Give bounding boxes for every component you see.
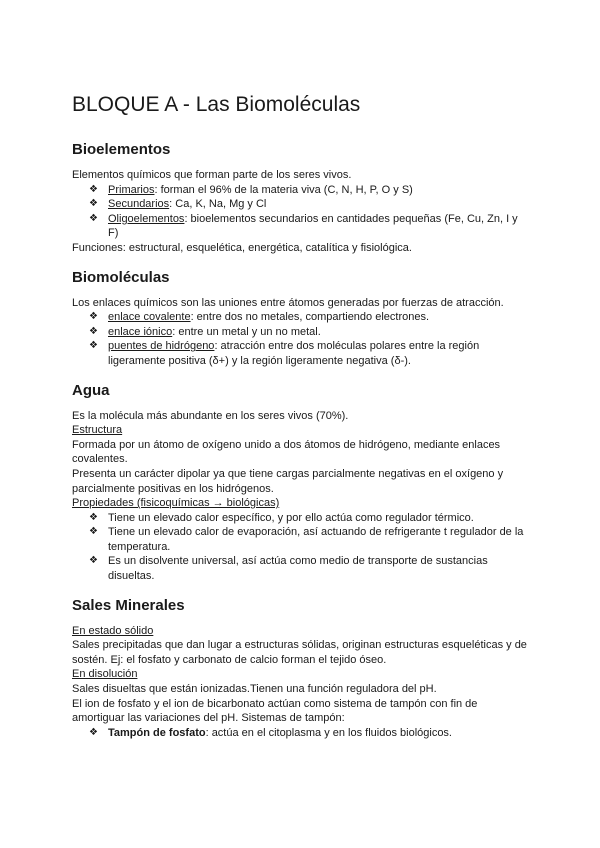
diamond-bullet-icon: ❖: [89, 526, 98, 538]
item-text: Tiene un elevado calor específico, y por ello actúa como regulador térmico.: [108, 511, 474, 524]
term-oligoelementos: Oligoelementos: [108, 212, 185, 225]
list-item: [72, 726, 530, 741]
sales-tampon-list: [72, 726, 530, 741]
section-biomoleculas: [72, 268, 530, 369]
diamond-bullet-icon: ❖: [89, 198, 98, 210]
section-agua: [72, 381, 530, 584]
heading-agua: Agua: [72, 381, 110, 399]
list-item: [72, 310, 530, 325]
sales-disolucion-p1: Sales disueltas que están ionizadas.Tienen una función reguladora del pH.: [72, 683, 437, 696]
sales-disolucion-label: En disolución: [72, 668, 138, 681]
heading-sales-minerales: Sales Minerales: [72, 596, 185, 614]
item-text: : actúa en el citoplasma y en los fluidos biológicos.: [205, 726, 452, 739]
agua-estructura-label: Estructura: [72, 424, 123, 437]
diamond-bullet-icon: ❖: [89, 555, 98, 567]
list-item: [72, 554, 530, 583]
item-text: : bioelementos secundarios en cantidades pequeñas (Fe, Cu, Zn, I y F): [108, 212, 518, 240]
list-item: [72, 525, 530, 554]
item-text: Tiene un elevado calor de evaporación, así actuando de refrigerante t regulador de la temperatura.: [108, 526, 524, 553]
section-bioelementos: [72, 140, 530, 256]
section-sales-minerales: [72, 596, 530, 741]
diamond-bullet-icon: ❖: [89, 340, 98, 352]
item-text: : Ca, K, Na, Mg y Cl: [169, 198, 267, 211]
list-item: [72, 325, 530, 340]
sales-disolucion-p2: El ion de fosfato y el ion de bicarbonato actúan como sistema de tampón con fin de amortiguar las variaciones del pH. Sistemas de tampón:: [72, 697, 478, 725]
agua-estructura-p1: Formada por un átomo de oxígeno unido a dos átomos de hidrógeno, mediante enlaces covalentes.: [72, 438, 501, 466]
biomoleculas-list: [72, 310, 530, 368]
diamond-bullet-icon: ❖: [89, 183, 98, 195]
term-secundarios: Secundarios: [108, 198, 170, 211]
term-tampon-fosfato: Tampón de fosfato: [108, 726, 206, 739]
bioelementos-funciones: Funciones: estructural, esquelética, energética, catalítica y fisiológica.: [72, 241, 412, 254]
heading-biomoleculas: Biomoléculas: [72, 268, 170, 286]
agua-propiedades-list: [72, 511, 530, 584]
bioelementos-intro: Elementos químicos que forman parte de los seres vivos.: [72, 169, 352, 181]
term-enlace-ionico: enlace iónico: [108, 325, 173, 338]
term-puentes-hidrogeno: puentes de hidrógeno: [108, 340, 215, 353]
sales-solido-label: En estado sólido: [72, 624, 154, 637]
diamond-bullet-icon: ❖: [89, 311, 98, 323]
agua-propiedades-label: Propiedades (fisicoquímicas → biológicas): [72, 497, 280, 510]
item-text: Es un disolvente universal, así actúa como medio de transporte de sustancias disueltas.: [108, 555, 488, 583]
diamond-bullet-icon: ❖: [89, 511, 98, 523]
term-enlace-covalente: enlace covalente: [108, 311, 191, 324]
item-text: : entre dos no metales, compartiendo electrones.: [190, 311, 430, 324]
biomoleculas-intro: Los enlaces químicos son las uniones entre átomos generadas por fuerzas de atracción.: [72, 296, 504, 309]
page-title: BLOQUE A - Las Biomoléculas: [72, 93, 361, 116]
list-item: [72, 339, 530, 368]
item-text: : atracción entre dos moléculas polares entre la región ligeramente positiva (δ+) y la región ligeramente negativa (δ-).: [108, 340, 480, 367]
list-item: [72, 197, 530, 212]
agua-estructura-p2: Presenta un carácter dipolar ya que tiene cargas parcialmente negativas en el oxígeno y parcialmente positivas en los hidrógenos.: [72, 467, 504, 495]
diamond-bullet-icon: ❖: [89, 726, 98, 738]
diamond-bullet-icon: ❖: [89, 212, 98, 224]
heading-bioelementos: Bioelementos: [72, 141, 171, 158]
diamond-bullet-icon: ❖: [89, 325, 98, 337]
term-primarios: Primarios: [108, 183, 155, 196]
list-item: [72, 212, 530, 241]
item-text: : forman el 96% de la materia viva (C, N, H, P, O y S): [154, 183, 413, 196]
bioelementos-list: [72, 183, 530, 241]
sales-solido-text: Sales precipitadas que dan lugar a estructuras sólidas, originan estructuras esqueléticas y de sostén. Ej: el fosfato y carbonato de calcio forman el tejido óseo.: [72, 639, 527, 666]
list-item: [72, 183, 530, 198]
list-item: [72, 511, 530, 526]
item-text: : entre un metal y un no metal.: [172, 325, 321, 338]
agua-intro: Es la molécula más abundante en los seres vivos (70%).: [72, 409, 349, 422]
